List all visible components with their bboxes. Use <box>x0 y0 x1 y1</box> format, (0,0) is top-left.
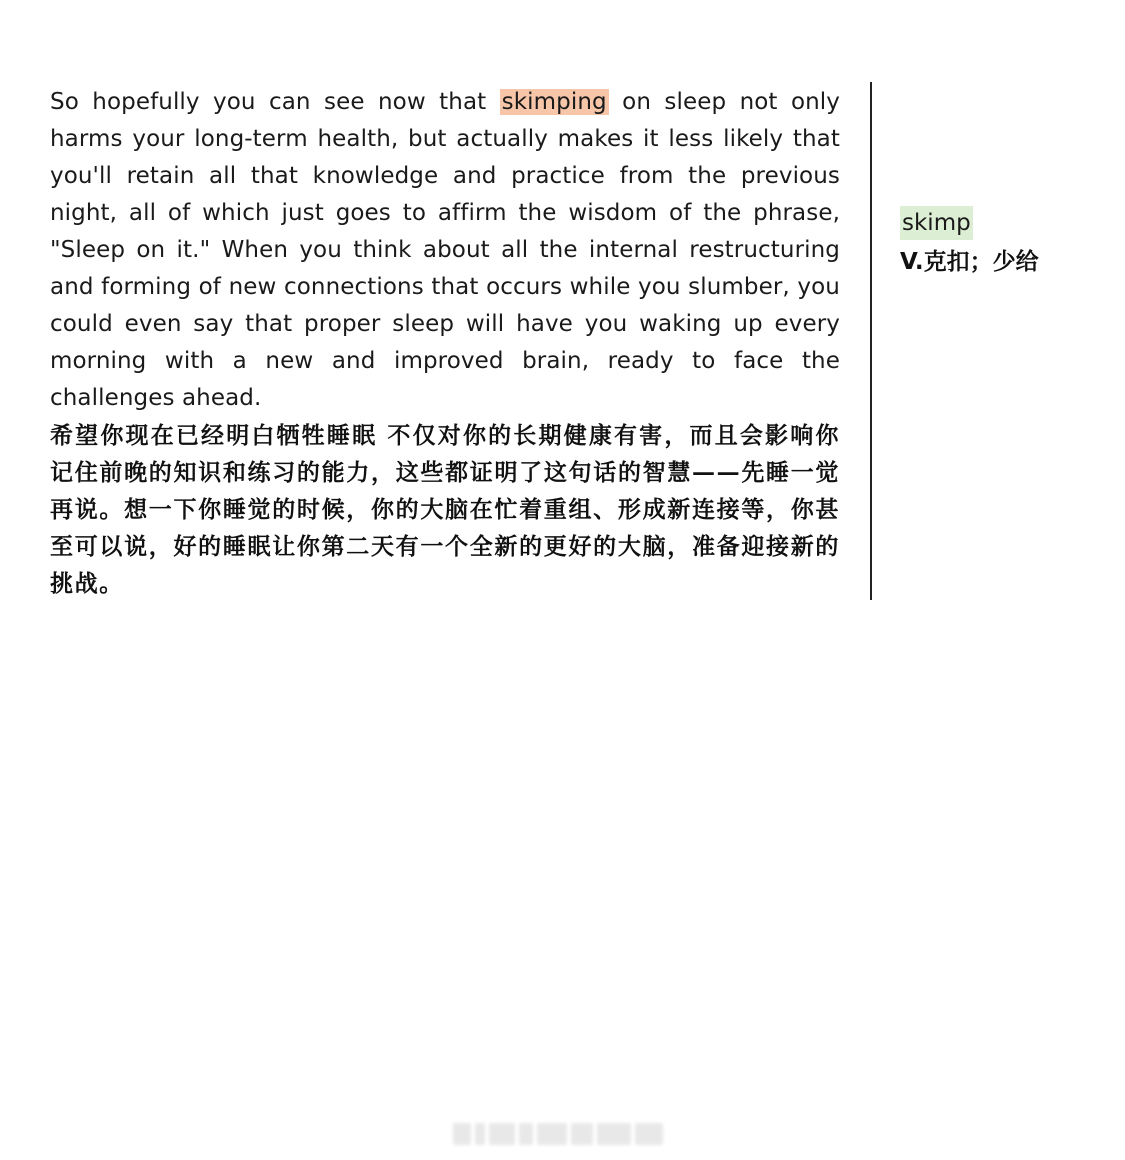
vocab-word: skimp <box>900 206 973 240</box>
passage-block <box>50 84 840 602</box>
english-text-after: on sleep not only harms your long-term health, but actually makes it less likely that you'll retain all that knowledge and practice from the previous night, all of which just goes to affirm the wisdom of the phrase, "Sleep on it." When you think about all the internal restructuring and forming of new connections that occurs while you slumber, you could even say that proper sleep will have you waking up every morning with a new and improved brain, ready to face the challenges ahead. <box>50 89 840 411</box>
watermark-icon <box>453 1118 673 1150</box>
english-text-before: So hopefully you can see now that <box>50 89 500 115</box>
vocab-definition: V.克扣；少给 <box>900 249 1039 275</box>
vocab-note <box>900 206 1100 282</box>
vertical-divider <box>870 82 872 600</box>
chinese-translation: 希望你现在已经明白牺牲睡眠 不仅对你的长期健康有害，而且会影响你记住前晚的知识和练习的能力，这些都证明了这句话的智慧——先睡一觉再说。想一下你睡觉的时候，你的大脑在忙着重组、形成新连接等，你甚至可以说，好的睡眠让你第二天有一个全新的更好的大脑，准备迎接新的挑战。 <box>50 422 840 597</box>
english-paragraph <box>50 84 840 417</box>
highlighted-word: skimping <box>501 89 607 115</box>
